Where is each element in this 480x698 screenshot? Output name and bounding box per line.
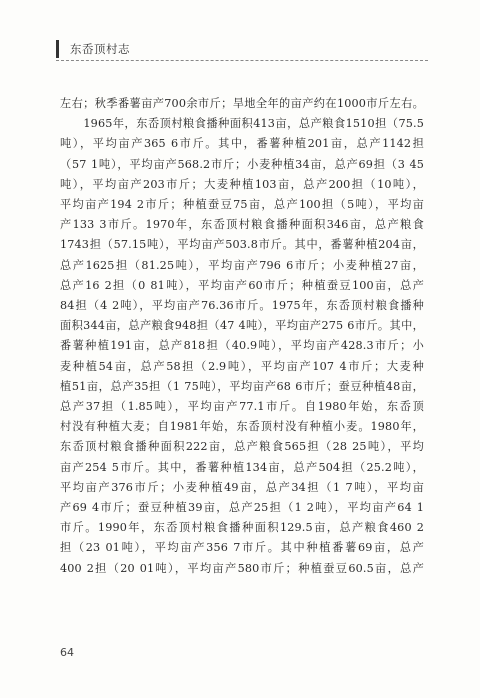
text-line: （57 1吨），平均亩产568.2市斤；小麦种植34亩，总产69担（3 45 [60,157,424,171]
text-line: 吨），平均亩产203市斤；大麦种植103亩，总产200担（10吨）， [60,177,424,191]
header-dashed-rule [56,60,428,61]
text-line: 麦种植54亩，总产58担（2.9吨），平均亩产107 4市斤；大麦种 [60,359,424,373]
body-text [60,94,424,579]
text-line: 吨），平均亩产365 6市斤。其中，番薯种植201亩，总产1142担 [60,137,424,151]
page-number: 64 [60,646,74,659]
text-line: 400 2担（20 01吨），平均亩产580市斤；种植蚕豆60.5亩，总产 [60,561,424,575]
text-line: 面积344亩，总产粮食948担（47 4吨），平均亩产275 6市斤。其中， [60,319,424,333]
text-line: 1743担（57.15吨），平均亩产503.8市斤。其中，番薯种植204亩， [60,238,424,252]
text-line: 植51亩，总产35担（1 75吨），平均亩产68 6市斤；蚕豆种植48亩， [60,379,424,393]
text-line: 总产37担（1.85吨），平均亩产77.1市斤。自1980年始，东岙顶 [60,400,424,414]
text-line: 村没有种植大麦；自1981年始，东岙顶村没有种植小麦。1980年， [60,420,424,434]
running-header [56,38,428,62]
text-line: 84担（4 2吨），平均亩产76.36市斤。1975年，东岙顶村粮食播种 [60,299,424,313]
text-line: 亩产254 5市斤。其中，番薯种植134亩，总产504担（25.2吨）， [60,460,424,474]
running-header-title: 东岙顶村志 [70,42,130,56]
text-line: 市斤。1990年，东岙顶村粮食播种面积129.5亩，总产粮食460 2 [60,521,424,535]
text-line: 担（23 01吨），平均亩产356 7市斤。其中种植番薯69亩，总产 [60,541,424,555]
text-line: 总产1625担（81.25吨），平均亩产796 6市斤；小麦种植27亩， [60,258,424,272]
text-line: 左右；秋季番薯亩产700余市斤；旱地全年的亩产约在1000市斤左右。 [60,97,424,110]
text-line: 产133 3市斤。1970年，东岙顶村粮食播种面积346亩，总产粮食 [60,218,424,232]
text-line: 产69 4市斤；蚕豆种植39亩，总产25担（1 2吨），平均亩产64 1 [60,501,424,515]
text-line: 1965年，东岙顶村粮食播种面积413亩，总产粮食1510担（75.5 [60,117,424,131]
text-line: 总产16 2担（0 81吨），平均亩产60市斤；种植蚕豆100亩，总产 [60,278,424,292]
text-line: 平均亩产376市斤；小麦种植49亩，总产34担（1 7吨），平均亩 [60,480,424,494]
header-accent-bar [56,40,59,58]
text-line: 番薯种植191亩，总产818担（40.9吨），平均亩产428.3市斤；小 [60,339,424,353]
text-line: 东岙顶村粮食播种面积222亩，总产粮食565担（28 25吨），平均 [60,440,424,454]
text-line: 平均亩产194 2市斤；种植蚕豆75亩，总产100担（5吨），平均亩 [60,198,424,212]
